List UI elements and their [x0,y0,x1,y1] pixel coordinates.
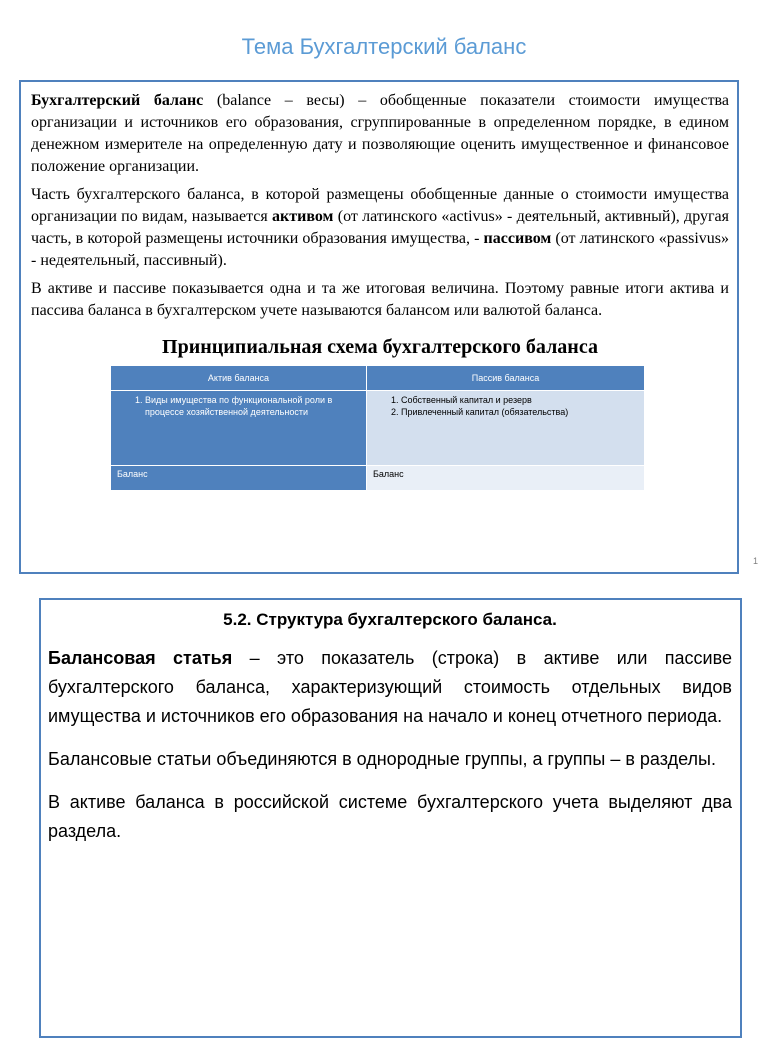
footer-passive-total: Баланс [367,466,645,491]
structure-heading: 5.2. Структура бухгалтерского баланса. [223,610,557,629]
definition-text: (balance – весы) – обобщенные показатели стоимости имущества организации и источников его образования, сгруппированные в определенном порядке, в едином денежном измерителе на определенную дату и позволяющие оценить имущественное и финансовое положение организации. [31,92,730,175]
active-passive-text-c: (от латинского «passivus» - недеятельный, пассивный). [31,230,729,269]
table-content-row [111,391,645,466]
passive-item-1: 1. Собственный капитал и резерв [401,394,638,406]
term-balance: Бухгалтерский баланс [31,92,204,109]
groups-paragraph: Балансовые статьи объединяются в однородные группы, а группы – в разделы. [48,749,716,769]
slide-title: Тема Бухгалтерский баланс [241,34,527,59]
term-passive: пассивом [483,230,552,247]
definition-paragraph [31,90,729,178]
table-footer-row [111,466,645,491]
schema-title: Принципиальная схема бухгалтерского баланса [162,336,598,358]
totals-paragraph: В активе и пассиве показывается одна и та же итоговая величина. Поэтому равные итоги актива и пассива баланса в бухгалтерском учете называются балансом или валютой баланса. [31,280,729,319]
passive-list [373,394,638,418]
active-list [117,394,360,418]
passive-item-2: 2. Привлеченный капитал (обязательства) [401,406,638,418]
footer-active-total: Баланс [111,466,367,491]
header-active: Актив баланса [111,366,367,391]
active-item-1: 1. Виды имущества по функциональной роли в процессе хозяйственной деятельности [145,394,360,418]
active-passive-paragraph [31,184,729,272]
passive-cell [367,391,645,466]
active-passive-text-b: (от латинского «activus» - деятельный, активный), другая часть, в которой размещены источники образования имущества, - [31,208,730,247]
term-active: активом [272,208,334,225]
page-number: 1 [753,556,759,566]
balance-item-text: – это показатель (строка) в активе или пассиве бухгалтерского баланса, характеризующий стоимость отдельных видов имущества и источников его образования на начало и конец отчетного периода. [48,648,732,726]
term-balance-item: Балансовая статья [48,648,233,668]
sections-paragraph: В активе баланса в российской системе бухгалтерского учета выделяют два раздела. [48,792,732,841]
active-passive-text-a: Часть бухгалтерского баланса, в которой размещены обобщенные данные о стоимости имущества организации по видам, называется [31,186,729,225]
header-passive: Пассив баланса [367,366,645,391]
definition-box [19,80,739,574]
balance-item-paragraph [48,644,732,731]
table-header-row [111,366,645,391]
active-cell [111,391,367,466]
balance-schema-table [110,365,645,491]
structure-box [39,598,742,1038]
